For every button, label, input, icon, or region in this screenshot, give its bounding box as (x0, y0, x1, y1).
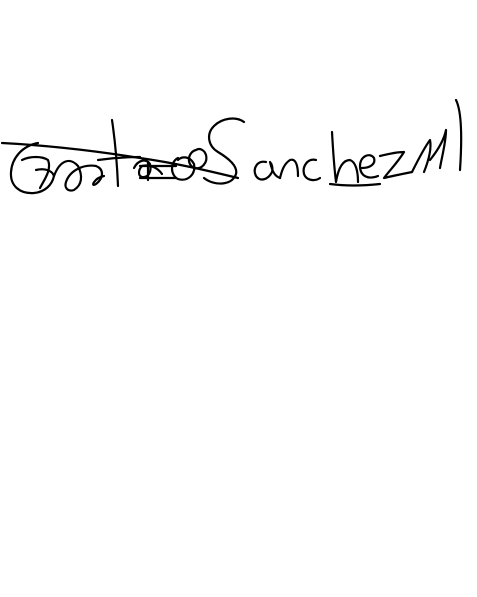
signature-stroke-h (332, 132, 358, 182)
signature-stroke-flourish1 (412, 140, 431, 172)
signature-stroke-o1 (172, 157, 194, 179)
signature-stroke-underline (330, 184, 380, 186)
signature-stroke-a (255, 162, 280, 180)
signature-stroke-z (380, 152, 412, 178)
signature-stroke-g-inner (22, 157, 49, 188)
signature-stroke-us (54, 161, 104, 191)
signature-stroke-flourish3 (456, 100, 461, 170)
signature-stroke-n (280, 160, 298, 178)
signature-stroke-strike (2, 143, 238, 178)
signature-stroke-g (11, 143, 54, 193)
signature-stroke-o2 (189, 149, 206, 168)
signature-stroke-e (360, 155, 378, 177)
signature-stroke-t-cross (98, 157, 140, 160)
signature-stroke-c (304, 160, 320, 180)
signature-stroke-flourish2 (430, 130, 446, 168)
